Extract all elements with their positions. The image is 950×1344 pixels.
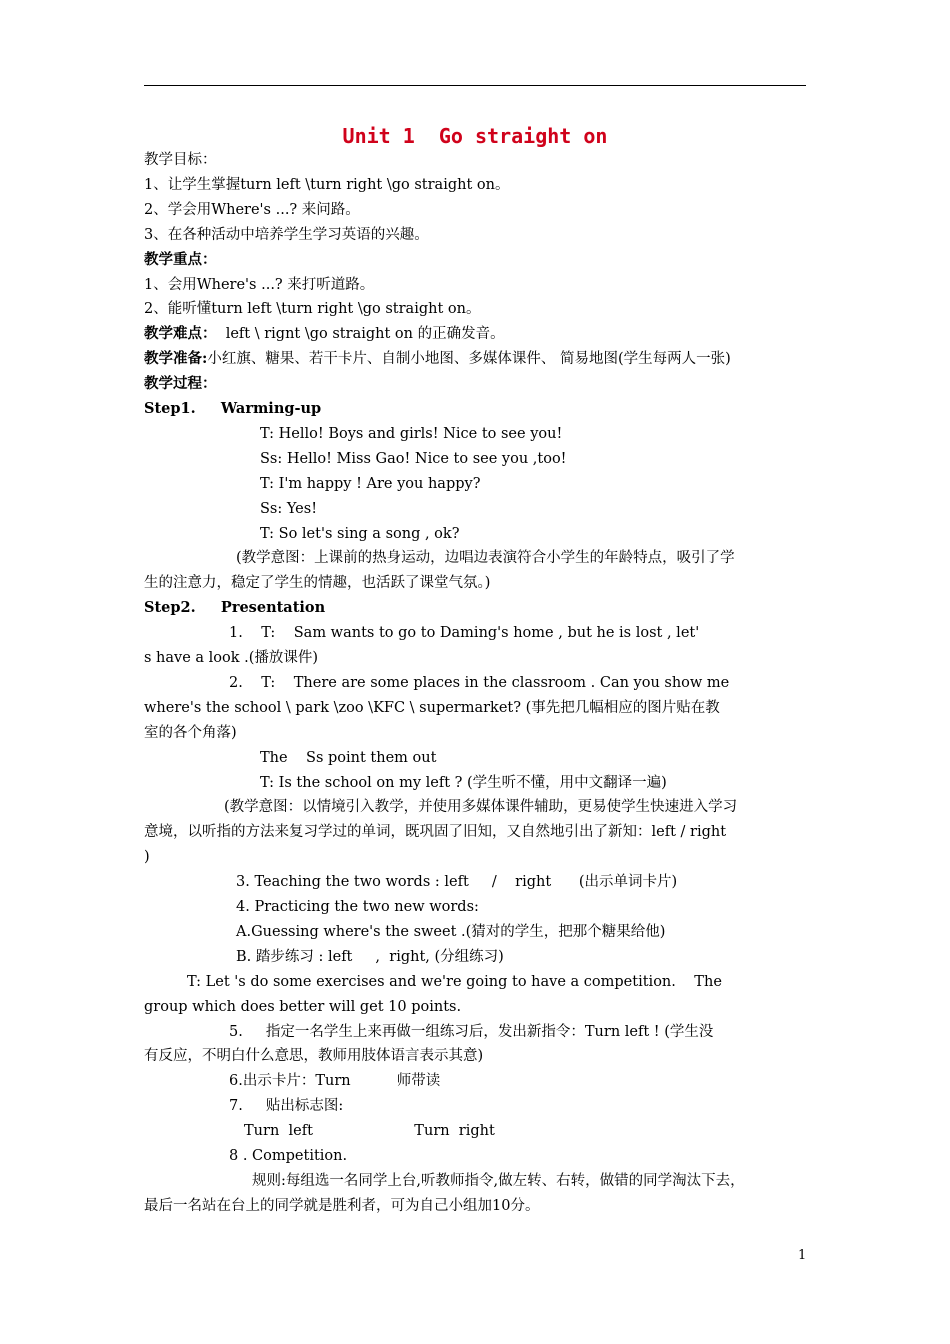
text-line [144,973,806,991]
line-text: T: I'm happy ! Are you happy? [260,475,481,492]
text-line [144,699,806,717]
text-line [144,923,806,941]
line-text: 7. 贴出标志图: [229,1098,344,1115]
line-text: 教学过程： [144,375,217,393]
text-line [144,574,806,592]
line-text: 3. Teaching the two words : left / right (出示单词卡片) [236,874,678,891]
line-text: T: So let's sing a song , ok? [260,525,460,542]
text-line [144,674,806,692]
text-line [144,251,806,269]
text-line [144,525,806,543]
line-text: 生的注意力，稳定了学生的情趣，也活跃了课堂气氛。) [144,575,491,592]
text-line [144,1047,806,1065]
text-line [144,350,806,368]
line-text: (教学意图：上课前的热身运动，边唱边表演符合小学生的年龄特点，吸引了学 [236,550,735,567]
line-text: T: Let 's do some exercises and we're going to have a competition. The [187,973,722,990]
line-text: A.Guessing where's the sweet .(猜对的学生，把那个糖果给他) [236,923,666,940]
text-line [144,300,806,318]
line-text: The Ss point them out [260,749,437,766]
line-text: 3、在各种活动中培养学生学习英语的兴趣。 [144,226,429,243]
line-text: 1. T: Sam wants to go to Daming's home , but he is lost , let' [229,625,700,642]
line-text: 最后一名站在台上的同学就是胜利者，可为自己小组加10分。 [144,1197,540,1214]
line-label: 教学准备: [144,350,208,368]
line-text: B. 踏步练习 : left , right, (分组练习) [236,948,504,965]
text-line [144,599,806,617]
line-text: 2、能听懂turn left \turn right \go straight on。 [144,301,481,318]
text-line [144,873,806,891]
text-line [144,1023,806,1041]
line-text: 5. 指定一名学生上来再做一组练习后，发出新指令：Turn left ! (学生没 [229,1023,714,1040]
line-text: 有反应，不明白什么意思，教师用肢体语言表示其意) [144,1048,484,1065]
line-text: 室的各个角落) [144,724,237,741]
line-text: 1、让学生掌握turn left \turn right \go straight on。 [144,176,510,193]
line-text: Ss: Yes! [260,500,318,517]
header-rule [144,85,806,86]
text-line [144,450,806,468]
text-line [144,400,806,418]
line-text: Ss: Hello! Miss Gao! Nice to see you ,too! [260,450,567,467]
text-line [144,276,806,294]
text-line [144,948,806,966]
page-number: 1 [798,1248,807,1263]
line-text: (教学意图：以情境引入教学，并使用多媒体课件辅助，更易使学生快速进入学习 [224,799,738,816]
line-text: left \ rignt \go straight on 的正确发音。 [216,326,505,343]
text-line [144,226,806,244]
text-line [144,500,806,518]
line-label: 教学难点： [144,325,217,343]
text-line [144,325,806,343]
text-line [144,375,806,393]
text-line [144,774,806,792]
text-line [144,176,806,194]
text-line [144,998,806,1016]
line-text: Step1. Warming-up [144,400,322,417]
text-line [144,475,806,493]
line-text: T: Is the school on my left ? (学生听不懂，用中文翻译一遍) [260,774,667,791]
page-title: Unit 1 Go straight on [342,124,608,148]
text-line [144,1147,806,1165]
text-line [144,649,806,667]
line-text: 规则:每组选一名同学上台,听教师指令,做左转、右转，做错的同学淘汰下去， [252,1172,745,1189]
text-line [144,898,806,916]
text-line [144,1097,806,1115]
text-line [144,724,806,742]
text-line [144,848,806,866]
line-text: 教学重点： [144,250,217,268]
text-line [144,1072,806,1090]
text-line [144,151,806,169]
line-text: Turn left Turn right [244,1123,495,1140]
line-text: Step2. Presentation [144,599,326,617]
text-line [144,1172,806,1190]
text-line [144,549,806,567]
line-text: 4. Practicing the two new words: [236,899,479,915]
line-text: 意境，以听指的方法来复习学过的单词，既巩固了旧知，又自然地引出了新知：left / right [144,824,727,841]
text-line [144,749,806,767]
line-text: 6.出示卡片：Turn 师带读 [229,1073,441,1090]
text-line [144,201,806,219]
text-line [144,1197,806,1215]
text-line [144,823,806,841]
line-text: 2. T: There are some places in the classroom . Can you show me [229,674,730,691]
line-text: 2、学会用Where's ...? 来问路。 [144,201,360,218]
line-text: 1、会用Where's ...? 来打听道路。 [144,276,375,293]
text-line [144,1122,806,1140]
line-text: 教学目标： [144,152,217,168]
line-text: T: Hello! Boys and girls! Nice to see you! [260,425,563,442]
line-text: 8 . Competition. [229,1148,348,1164]
text-line [144,624,806,642]
line-text: where's the school \ park \zoo \KFC \ supermarket? (事先把几幅相应的图片贴在教 [144,699,720,716]
line-text: ) [144,849,150,866]
line-text: s have a look .(播放课件) [144,650,319,666]
line-text: 小红旗、糖果、若干卡片、自制小地图、多媒体课件、 简易地图(学生每两人一张) [207,351,731,368]
text-line [144,425,806,443]
line-text: group which does better will get 10 points. [144,998,462,1015]
text-line [144,798,806,816]
